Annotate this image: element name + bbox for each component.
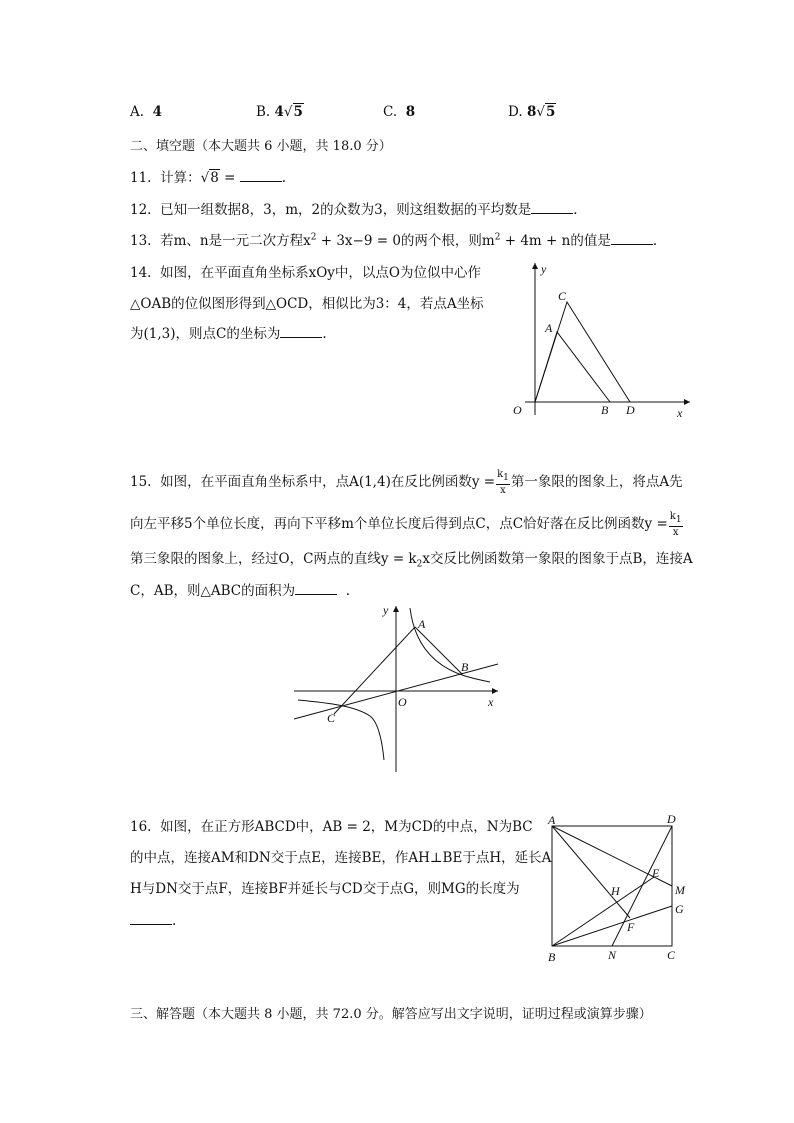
question-16-line-4: . <box>130 910 176 929</box>
q16-label-m: M <box>675 883 685 897</box>
question-15-line-1: 15. 如图，在平面直角坐标系中，点A(1,4)在反比例函数y = $\frac{k_1}{x}$ 第一象限的图象上，将点A先 <box>130 469 683 496</box>
question-16-line-2: 的中点，连接AM和DN交于点E，连接BE，作AH⊥BE于点H，延长A <box>130 850 552 866</box>
answer-blank[interactable] <box>130 910 172 925</box>
q14-label-d: D <box>626 403 635 417</box>
q14-label-x: x <box>677 406 683 420</box>
answer-blank[interactable] <box>295 580 337 595</box>
answer-blank[interactable] <box>611 230 653 245</box>
q10-option-a: A. 4 <box>130 104 163 120</box>
q15-segment-ab <box>415 627 462 674</box>
q15-label-o: O <box>398 695 407 709</box>
section-2-title: 二、填空题（本大题共 6 小题，共 18.0 分） <box>130 139 392 154</box>
question-14-line-2: △OAB的位似图形得到△OCD，相似比为3：4，若点A坐标 <box>130 296 484 312</box>
question-16-line-3: H与DN交于点F，连接BF并延长与CD交于点G，则MG的长度为 <box>130 881 520 897</box>
q16-label-c: C <box>667 948 676 962</box>
q14-triangle-ocd <box>535 302 630 402</box>
question-13: 13. 若m、n是一元二次方程$x^2 + 3x-9 = 0$的两个根，则$m^2 + 4m + n$的值是 . <box>130 229 657 249</box>
q16-segment-be <box>552 877 654 946</box>
q16-label-b: B <box>548 950 556 964</box>
question-11: 11. 计算：√8 = . <box>130 166 286 186</box>
answer-blank[interactable] <box>531 199 573 214</box>
q14-figure <box>505 255 700 425</box>
q15-label-x: x <box>488 695 494 709</box>
q10-option-c: C. 8 <box>383 104 416 120</box>
answer-blank[interactable] <box>280 323 322 338</box>
q16-segment-dn <box>612 826 672 946</box>
q14-label-b: B <box>601 403 609 417</box>
q16-segment-af <box>552 826 630 918</box>
q16-label-f: F <box>627 920 635 934</box>
question-14-line-1: 14. 如图，在平面直角坐标系xOy中，以点O为位似中心作 <box>130 265 481 281</box>
section-3-title: 三、解答题（本大题共 8 小题，共 72.0 分。解答应写出文字说明，证明过程或演算步骤） <box>130 1007 652 1022</box>
q15-label-a: A <box>418 617 426 631</box>
q16-label-g: G <box>675 902 684 916</box>
question-15-line-2: 向左平移5个单位长度，再向下平移m个单位长度后得到点C，点C恰好落在反比例函数y = $\frac{k_1}{x}$ <box>130 511 682 538</box>
q15-label-b: B <box>461 660 469 674</box>
q15-hyperbola-q3 <box>298 700 384 760</box>
q16-figure <box>540 810 700 970</box>
q16-label-d: D <box>667 812 676 826</box>
answer-blank[interactable] <box>240 167 282 182</box>
q16-label-h: H <box>611 884 620 898</box>
q16-label-n: N <box>608 948 617 962</box>
q14-label-y: y <box>541 262 547 276</box>
question-15-line-4: C，AB，则△ABC的面积为 . <box>130 579 350 599</box>
q10-option-d: D. 8√5 <box>508 104 556 120</box>
q16-label-a: A <box>548 813 556 827</box>
q14-label-o: O <box>513 403 522 417</box>
q14-label-c: C <box>558 289 567 303</box>
question-16-line-1: 16. 如图，在正方形ABCD中，AB = 2，M为CD的中点，N为BC <box>130 819 533 835</box>
q16-label-e: E <box>652 866 660 880</box>
question-15-line-3: 第三象限的图象上，经过O，C两点的直线$y = k_2x$交反比例函数第一象限的图象于点B，连接A <box>130 551 693 570</box>
q15-label-c: C <box>327 711 336 725</box>
q15-label-y: y <box>383 603 389 617</box>
q16-segment-bg <box>552 906 672 946</box>
q10-option-b: B. 4√5 <box>256 104 303 120</box>
question-12: 12. 已知一组数据8，3，m，2的众数为3，则这组数据的平均数是 . <box>130 198 578 218</box>
question-14-line-3: 为(1,3)，则点C的坐标为 . <box>130 322 327 342</box>
q14-label-a: A <box>545 321 553 335</box>
q15-figure <box>290 600 505 775</box>
